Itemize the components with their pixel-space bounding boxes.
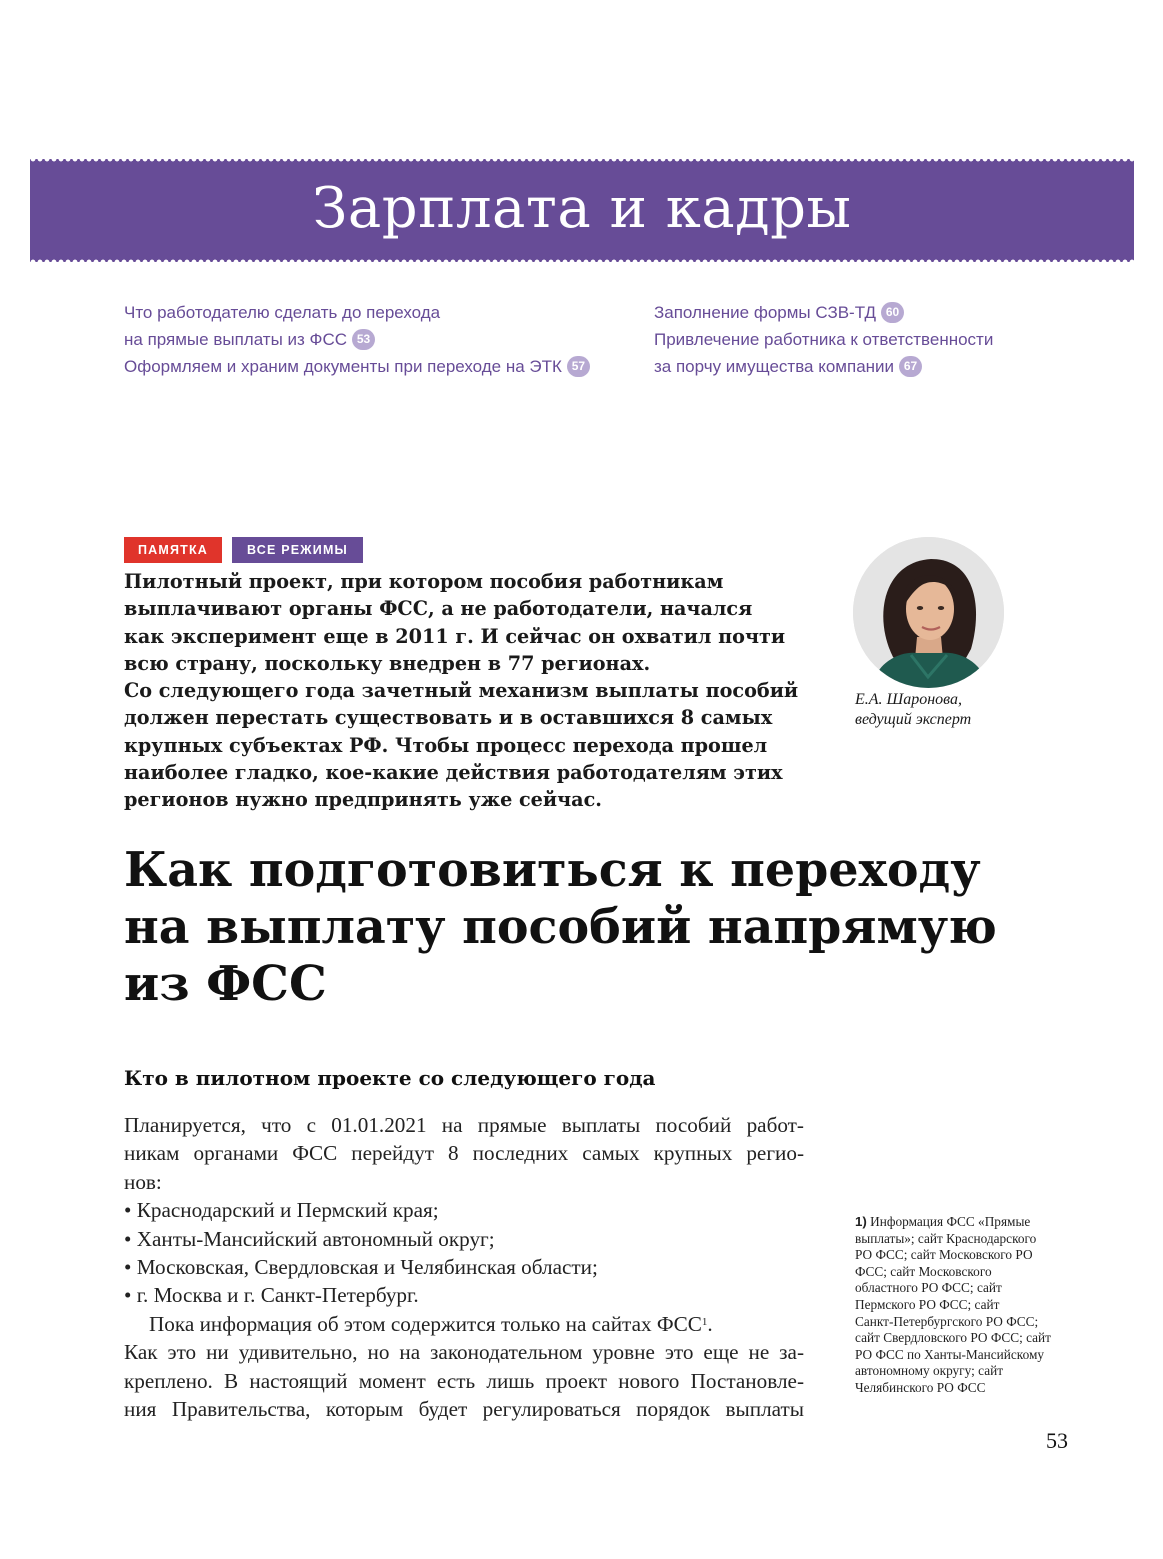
article-body: Планируется, что с 01.01.2021 на прямые выплаты пособий работ- никам органами ФСС перейдут 8 последних самых крупных регио- нов: • Краснодарский и Пермский края; • Ханты-Мансийский автономный округ; • Московская, Свердловская и Челябинская области; • г. Москва и г. Санкт-Петербург. Пока информация об этом содержится только на сайтах ФСС$^1$. Как это ни удивительно, но на законодательном уровне это еще не за- креплено. В настоящий момент есть лишь проект нового Постановле- ния Правительства, которым будет регулироваться порядок выплаты — [124, 1113, 804, 1422]
section-title: Зарплата и кадры — [312, 176, 852, 241]
author-photo — [853, 537, 1004, 688]
footnote-marker: 1) — [855, 1214, 867, 1229]
toc-item[interactable]: Заполнение формы СЗВ-ТД 60 — [654, 299, 993, 326]
article-headline: Как подготовиться к переходу на выплату пособий напрямую из ФСС — [124, 842, 997, 1012]
author-portrait-icon — [853, 537, 1004, 688]
list-item: • г. Москва и г. Санкт-Петербург. — [124, 1283, 419, 1308]
list-item: • Краснодарский и Пермский края; — [124, 1198, 439, 1223]
toc-right — [654, 299, 993, 380]
lead-paragraph: Пилотный проект, при котором пособия работникам выплачивают органы ФСС, а не работодатели, начался как эксперимент еще в 2011 г. И сейчас он охватил почти всю страну, поскольку внедрен в 77 регионах. Со следующего года зачетный механизм выплаты пособий должен перестать существовать и в оставшихся 8 самых крупных субъектах РФ. Чтобы процесс перехода прошел наиболее гладко, кое-какие действия работодателям этих регионов нужно предпринять уже сейчас. — [124, 570, 799, 812]
toc-item[interactable]: за порчу имущества компании 67 — [654, 353, 993, 380]
toc-item[interactable]: Что работодателю сделать до перехода — [124, 303, 441, 322]
toc-item[interactable]: на прямые выплаты из ФСС 53 — [124, 326, 590, 353]
page-badge[interactable]: 57 — [567, 356, 590, 377]
author-name: Е.А. Шаронова, — [855, 691, 963, 708]
page-badge[interactable]: 60 — [881, 302, 904, 323]
footnote-ref[interactable]: 1 — [701, 1315, 708, 1328]
section-subheading: Кто в пилотном проекте со следующего года — [124, 1066, 656, 1090]
memo-tag: ПАМЯТКА — [124, 537, 222, 563]
footnote: 1) Информация ФСС «Прямые выплаты»; сайт Краснодарского РО ФСС; сайт Московского РО ФСС; сайт Московского областного РО ФСС; сайт Пермского РО ФСС; сайт Санкт-Петербургского РО ФСС; сайт Свердловского РО ФСС; сайт РО ФСС по Ханты-Мансийскому автономному округу; сайт Челябинского РО ФСС — [855, 1214, 1051, 1395]
regimes-tag: ВСЕ РЕЖИМЫ — [232, 537, 363, 563]
page-badge[interactable]: 53 — [352, 329, 375, 350]
page-badge[interactable]: 67 — [899, 356, 922, 377]
toc-left — [124, 299, 590, 380]
list-item: • Ханты-Мансийский автономный округ; — [124, 1226, 495, 1251]
toc-item[interactable]: Привлечение работника к ответственности — [654, 330, 994, 349]
section-banner — [30, 159, 1134, 262]
toc-item[interactable]: Оформляем и храним документы при переходе на ЭТК 57 — [124, 353, 590, 380]
list-item: • Московская, Свердловская и Челябинская области; — [124, 1255, 598, 1280]
author-caption — [855, 690, 1055, 730]
author-role: ведущий эксперт — [855, 711, 972, 728]
page-number: 53 — [1046, 1428, 1068, 1453]
